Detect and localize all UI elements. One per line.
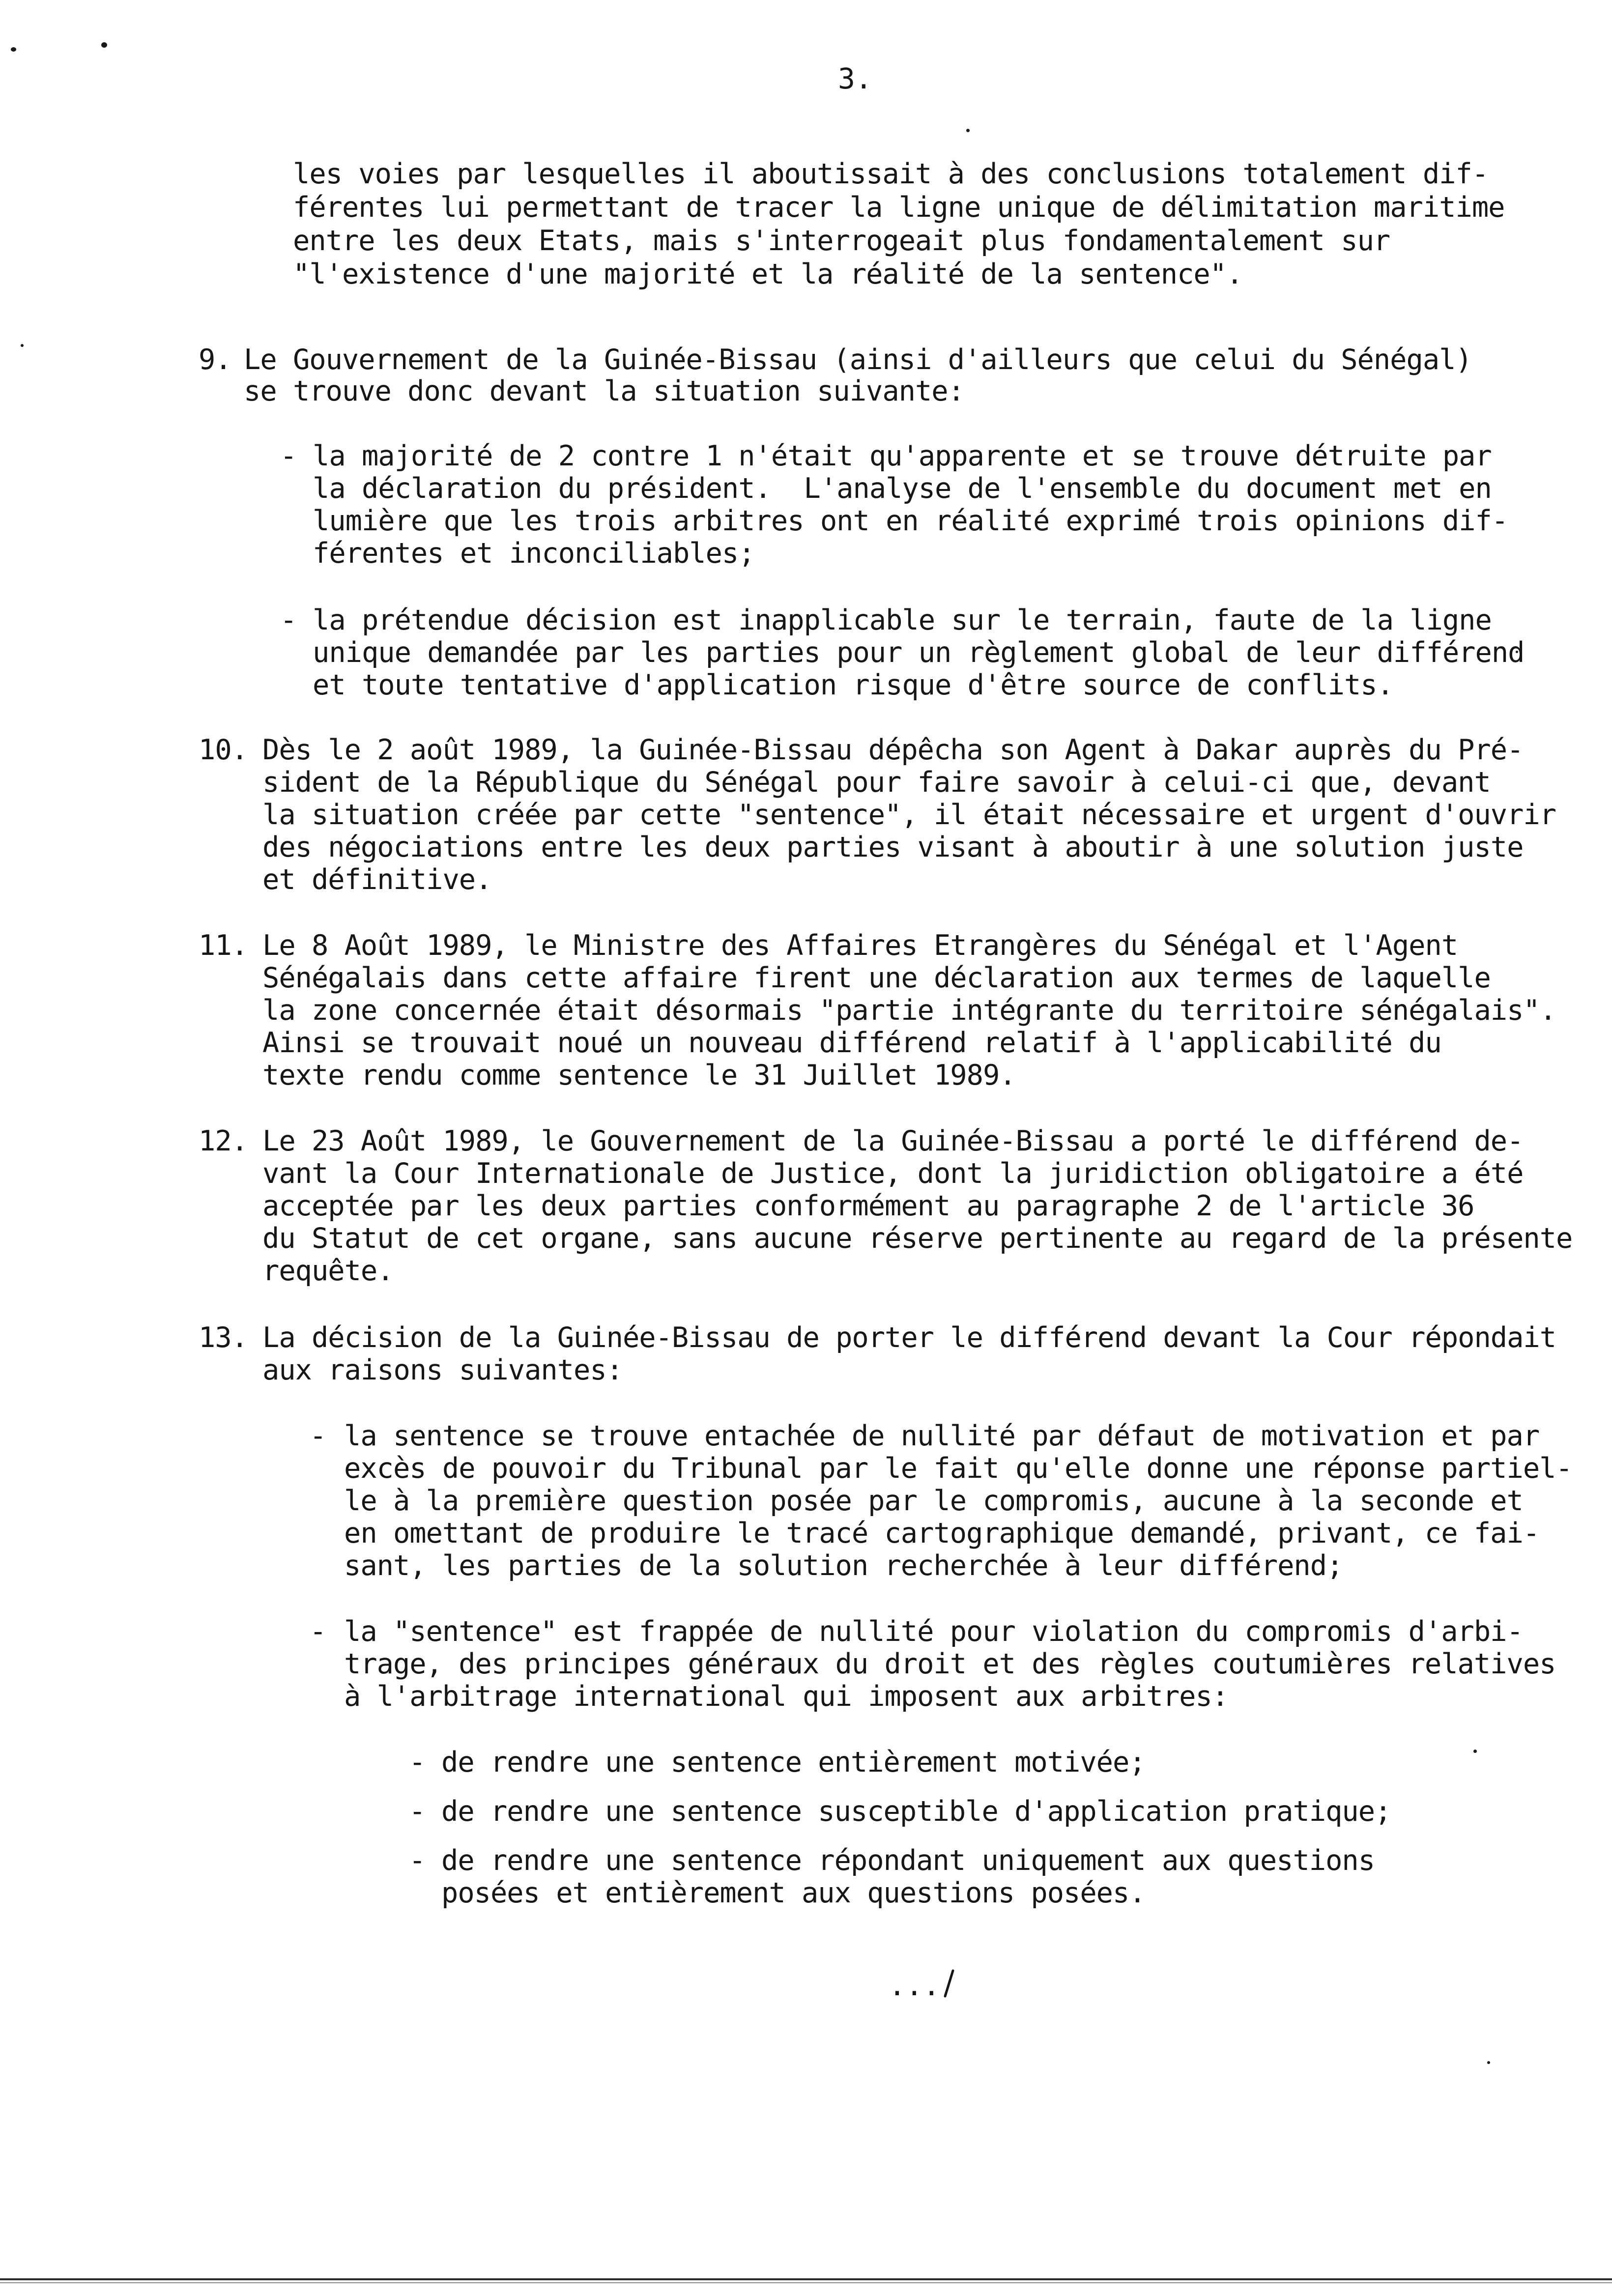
intro-line: férentes lui permettant de tracer la ligne unique de délimitation maritime (293, 191, 1505, 224)
paragraph-line: texte rendu comme sentence le 31 Juillet 1989. (262, 1059, 1016, 1091)
scan-speck (11, 47, 16, 52)
bullet-line: lumière que les trois arbitres ont en réalité exprimé trois opinions dif- (313, 505, 1508, 537)
paragraph-line: la situation créée par cette "sentence", il était nécessaire et urgent d'ouvrir (262, 799, 1556, 831)
sub-bullet-line: de rendre une sentence répondant uniquement aux questions (441, 1844, 1375, 1877)
paragraph-line: des négociations entre les deux parties visant à aboutir à une solution juste (262, 831, 1524, 863)
scan-speck (101, 42, 107, 48)
paragraph-line: La décision de la Guinée-Bissau de porter le différend devant la Cour répondait (262, 1321, 1556, 1354)
bullet-line: férentes et inconciliables; (313, 537, 755, 570)
continuation-mark (889, 1966, 955, 2005)
bullet-line: sant, les parties de la solution recherchée à leur différend; (344, 1550, 1343, 1582)
paragraph-line: Sénégalais dans cette affaire firent une déclaration aux termes de laquelle (262, 962, 1491, 994)
bullet-line: excès de pouvoir du Tribunal par le fait qu'elle donne une réponse partiel- (344, 1452, 1572, 1485)
paragraph-line: et définitive. (262, 863, 492, 896)
paragraph-number: 9. (199, 344, 231, 376)
bullet-dash: - (310, 1615, 326, 1648)
bullet-dash: - (280, 440, 297, 472)
paragraph-line: Le 8 Août 1989, le Ministre des Affaires Etrangères du Sénégal et l'Agent (262, 929, 1458, 962)
scan-speck (966, 129, 970, 132)
scan-speck (1487, 2061, 1490, 2064)
bullet-dash: - (280, 604, 297, 636)
scan-speck (21, 344, 24, 347)
sub-bullet-line: de rendre une sentence susceptible d'application pratique; (441, 1795, 1391, 1828)
bullet-line: unique demandée par les parties pour un règlement global de leur différend (313, 636, 1525, 669)
bullet-line: la déclaration du président. L'analyse de l'ensemble du document met en (313, 472, 1492, 505)
sub-bullet-dash: - (409, 1844, 426, 1877)
paragraph-line: vant la Cour Internationale de Justice, dont la juridiction obligatoire a été (262, 1157, 1524, 1190)
continuation-slash (942, 1968, 955, 1999)
bullet-line: et toute tentative d'application risque d'être source de conflits. (313, 669, 1393, 701)
paragraph-line: requête. (262, 1255, 394, 1287)
paragraph-line: du Statut de cet organe, sans aucune réserve pertinente au regard de la présente (262, 1222, 1573, 1255)
sub-bullet-dash: - (409, 1746, 426, 1779)
paragraph-line: Dès le 2 août 1989, la Guinée-Bissau dépêcha son Agent à Dakar auprès du Pré- (262, 734, 1524, 766)
bullet-line: à l'arbitrage international qui imposent aux arbitres: (344, 1680, 1229, 1713)
page-number: 3. (838, 62, 872, 95)
scan-bottom-edge (0, 2278, 1612, 2280)
scan-bottom-edge-shadow (0, 2282, 1612, 2283)
bullet-line: la "sentence" est frappée de nullité pour violation du compromis d'arbi- (344, 1615, 1523, 1648)
bullet-dash: - (310, 1420, 326, 1452)
intro-line: "l'existence d'une majorité et la réalité de la sentence". (293, 258, 1243, 290)
bullet-line: le à la première question posée par le compromis, aucune à la seconde et (344, 1485, 1523, 1517)
bullet-line: la sentence se trouve entachée de nullité par défaut de motivation et par (344, 1420, 1540, 1452)
paragraph-line: Le Gouvernement de la Guinée-Bissau (ainsi d'ailleurs que celui du Sénégal) (244, 344, 1472, 376)
sub-bullet-line: de rendre une sentence entièrement motivée; (441, 1746, 1146, 1779)
paragraph-number: 11. (199, 929, 248, 962)
sub-bullet-dash: - (409, 1795, 426, 1828)
bullet-line: la prétendue décision est inapplicable sur le terrain, faute de la ligne (313, 604, 1492, 636)
scan-speck (1473, 1750, 1477, 1753)
sub-bullet-line: posées et entièrement aux questions posées. (441, 1877, 1146, 1909)
bullet-line: la majorité de 2 contre 1 n'était qu'apparente et se trouve détruite par (313, 440, 1492, 472)
intro-line: les voies par lesquelles il aboutissait à des conclusions totalement dif- (293, 158, 1489, 190)
bullet-line: trage, des principes généraux du droit et des règles coutumières relatives (344, 1648, 1556, 1680)
paragraph-line: sident de la République du Sénégal pour faire savoir à celui-ci que, devant (262, 766, 1491, 799)
paragraph-line: se trouve donc devant la situation suivante: (244, 375, 964, 407)
paragraph-number: 12. (199, 1125, 248, 1157)
paragraph-line: aux raisons suivantes: (262, 1354, 623, 1386)
paragraph-number: 10. (199, 734, 248, 766)
paragraph-line: Le 23 Août 1989, le Gouvernement de la Guinée-Bissau a porté le différend de- (262, 1125, 1524, 1157)
paragraph-number: 13. (199, 1321, 248, 1354)
paragraph-line: acceptée par les deux parties conformément au paragraphe 2 de l'article 36 (262, 1190, 1474, 1222)
intro-line: entre les deux Etats, mais s'interrogeait plus fondamentalement sur (293, 225, 1390, 257)
paragraph-line: la zone concernée était désormais "partie intégrante du territoire sénégalais". (262, 994, 1556, 1027)
paragraph-line: Ainsi se trouvait noué un nouveau différend relatif à l'applicabilité du (262, 1027, 1441, 1059)
bullet-line: en omettant de produire le tracé cartographique demandé, privant, ce fai- (344, 1517, 1540, 1550)
continuation-dots: ... (889, 1969, 940, 2002)
